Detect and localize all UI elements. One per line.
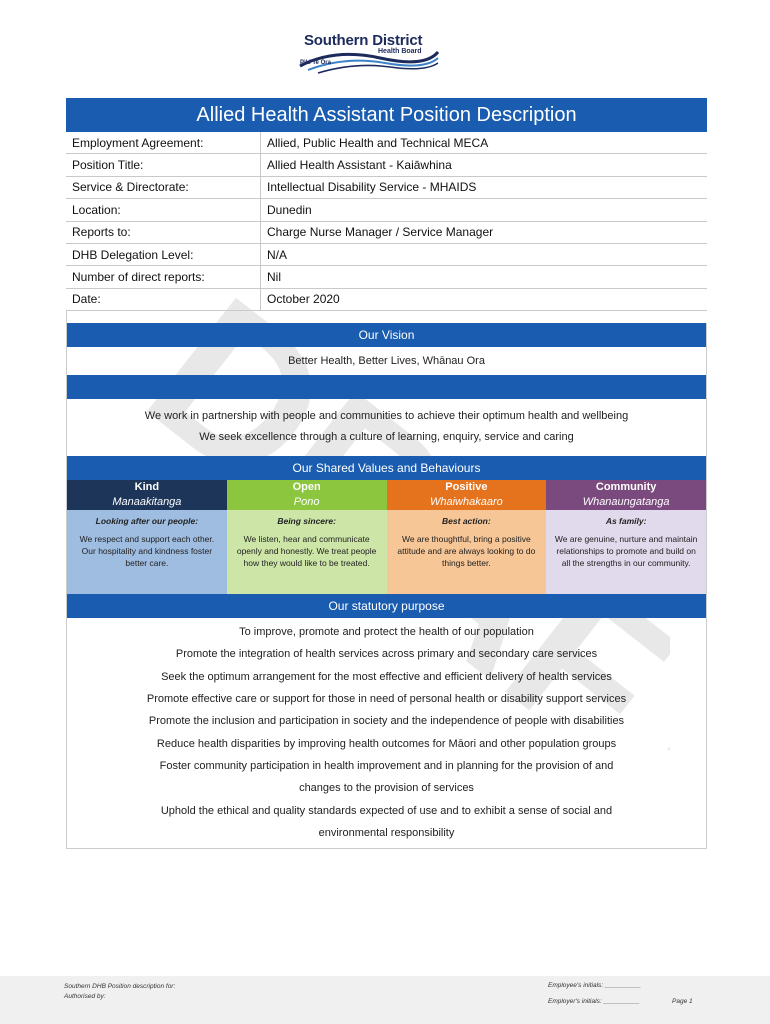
values-heading: Our Shared Values and Behaviours: [67, 456, 706, 480]
info-row: [66, 199, 707, 221]
footer-description-for: Southern DHB Position description for:: [64, 983, 176, 990]
purpose-line: Foster community participation in health improvement and in planning for the provision of and: [159, 759, 614, 772]
value-tagline: As family:: [605, 516, 647, 527]
vision-section: [66, 323, 707, 849]
sdhb-logo: [290, 28, 450, 76]
info-value: Allied, Public Health and Technical MECA: [261, 132, 708, 154]
info-value: October 2020: [261, 288, 708, 310]
value-maori-name: Manaakitanga: [67, 495, 227, 510]
info-row: [66, 176, 707, 198]
value-text: We listen, hear and communicate openly and honestly. We treat people how they would like to be treated.: [236, 534, 377, 569]
value-description: [387, 510, 547, 594]
purpose-line: Promote effective care or support for those in need of personal health or disability support services: [146, 693, 627, 706]
value-open: [227, 480, 387, 594]
value-community: [546, 480, 706, 594]
value-maori-name: Whanaungatanga: [546, 495, 706, 510]
info-value: Allied Health Assistant - Kaiāwhina: [261, 154, 708, 176]
footer-authorised-by: Authorised by:: [64, 993, 106, 1000]
logo-name-line2: Health Board: [378, 48, 422, 55]
value-name: Open: [227, 480, 387, 495]
value-text: We are genuine, nurture and maintain relationships to promote and build on all the strengths in our community.: [554, 534, 698, 569]
info-row: [66, 154, 707, 176]
vision-heading: Our Vision: [67, 323, 706, 347]
section-gap: [66, 311, 707, 323]
value-positive: [387, 480, 547, 594]
values-grid: [67, 480, 706, 594]
value-kind: [67, 480, 227, 594]
info-row: [66, 243, 707, 265]
info-value: Intellectual Disability Service - MHAIDS: [261, 176, 708, 198]
value-text: We are thoughtful, bring a positive attitude and are always looking to do things better.: [397, 534, 536, 569]
value-name: Positive: [387, 480, 547, 495]
info-row: [66, 221, 707, 243]
value-description: [227, 510, 387, 594]
info-value: N/A: [261, 243, 708, 265]
vision-statements: [67, 399, 706, 456]
purpose-line: Promote the inclusion and participation in society and the independence of people with disabilities: [148, 715, 625, 728]
value-tagline: Best action:: [442, 516, 491, 527]
info-label: Location:: [66, 199, 261, 221]
employee-initials: Employee's initials: __________: [548, 982, 642, 989]
footer-left: [64, 982, 175, 1002]
info-label: Date:: [66, 288, 261, 310]
value-tagline: Looking after our people:: [95, 516, 199, 527]
info-row: [66, 266, 707, 288]
vision-line: We seek excellence through a culture of learning, enquiry, service and caring: [199, 431, 574, 444]
purpose-line: Uphold the ethical and quality standards expected of use and to exhibit a sense of social and: [160, 804, 613, 817]
info-value: Charge Nurse Manager / Service Manager: [261, 221, 708, 243]
info-label: Number of direct reports:: [66, 266, 261, 288]
info-row: [66, 288, 707, 310]
info-label: Employment Agreement:: [66, 132, 261, 154]
value-maori-name: Whaiwhakaaro: [387, 495, 547, 510]
page-footer: [0, 976, 770, 1024]
purpose-line: Reduce health disparities by improving health outcomes for Māori and other population groups: [156, 737, 617, 750]
info-label: Position Title:: [66, 154, 261, 176]
page-number: Page 1: [672, 998, 693, 1005]
purpose-list: [67, 618, 706, 848]
vision-text: Better Health, Better Lives, Whānau Ora: [288, 355, 485, 368]
employer-initials: Employer's initials: __________: [548, 998, 640, 1005]
value-tagline: Being sincere:: [277, 516, 336, 527]
info-row: [66, 132, 707, 154]
info-label: DHB Delegation Level:: [66, 243, 261, 265]
document-title: Allied Health Assistant Position Description: [66, 98, 707, 132]
position-description: [66, 98, 707, 849]
value-name: Kind: [67, 480, 227, 495]
value-text: We respect and support each other. Our hospitality and kindness foster better care.: [79, 534, 215, 569]
value-name: Community: [546, 480, 706, 495]
position-info-table: [66, 132, 707, 311]
value-description: [546, 510, 706, 594]
purpose-line: Seek the optimum arrangement for the most effective and efficient delivery of health services: [161, 670, 612, 683]
info-label: Service & Directorate:: [66, 176, 261, 198]
value-description: [67, 510, 227, 594]
vision-line: We work in partnership with people and communities to achieve their optimum health and wellbeing: [144, 410, 629, 423]
logo-tagline: Piki Te Ora: [300, 60, 331, 66]
info-value: Dunedin: [261, 199, 708, 221]
vision-blank-bar: [67, 375, 706, 399]
purpose-line: environmental responsibility: [318, 826, 455, 839]
purpose-line: changes to the provision of services: [299, 782, 474, 795]
info-label: Reports to:: [66, 221, 261, 243]
value-maori-name: Pono: [227, 495, 387, 510]
logo-name-line1: Southern District: [304, 32, 423, 49]
purpose-line: To improve, promote and protect the health of our population: [239, 626, 534, 639]
purpose-heading: Our statutory purpose: [67, 594, 706, 618]
info-value: Nil: [261, 266, 708, 288]
purpose-line: Promote the integration of health services across primary and secondary care services: [175, 648, 598, 661]
